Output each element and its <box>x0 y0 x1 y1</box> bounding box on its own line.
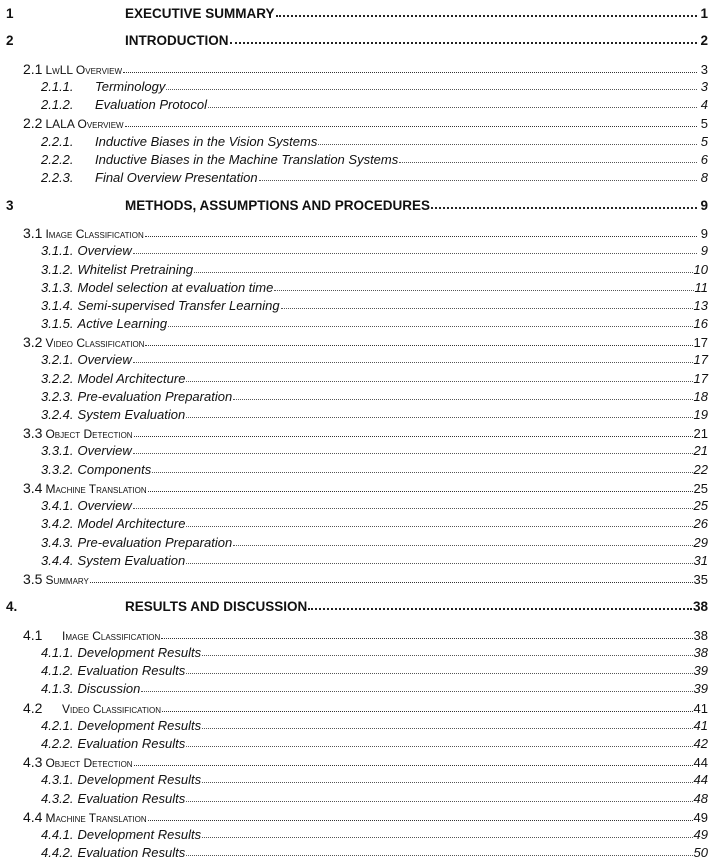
dot-leader <box>90 582 693 583</box>
dot-leader <box>186 673 692 674</box>
toc-entry-page: 17 <box>693 352 708 367</box>
toc-entry-page: 38 <box>692 599 708 614</box>
dot-leader <box>186 746 692 747</box>
dot-leader <box>148 491 693 492</box>
dot-leader <box>308 608 692 610</box>
toc-entry-page: 9 <box>700 226 708 241</box>
toc-entry-number: 4.3.1. <box>41 772 74 787</box>
dot-leader <box>168 326 692 327</box>
toc-entry-number: 2.2.2. <box>41 152 74 167</box>
toc-entry-page: 49 <box>693 810 708 825</box>
toc-entry-2-2[interactable] <box>0 115 708 131</box>
toc-entry-title: Video Classification <box>62 702 161 716</box>
toc-entry-number: 2.1.1. <box>41 79 74 94</box>
toc-entry-page: 21 <box>693 443 708 458</box>
toc-entry-3-2[interactable] <box>0 334 708 350</box>
toc-entry-page: 11 <box>694 280 708 295</box>
toc-entry-2-2-3[interactable] <box>0 170 708 185</box>
dot-leader <box>186 526 692 527</box>
toc-entry-number: 3.4.2. <box>41 516 74 531</box>
dot-leader <box>208 107 697 108</box>
dot-leader <box>399 162 697 163</box>
toc-entry-3-4[interactable] <box>0 480 708 496</box>
toc-entry-page: 17 <box>693 335 708 350</box>
toc-entry-3-3-2[interactable] <box>0 462 708 477</box>
toc-entry-title: RESULTS AND DISCUSSION <box>125 599 308 614</box>
toc-entry-title: Overview <box>77 352 132 367</box>
toc-entry-title: Object Detection <box>45 756 133 770</box>
toc-entry-3-2-1[interactable] <box>0 352 708 367</box>
toc-entry-title: Evaluation Protocol <box>95 97 208 112</box>
toc-entry-4-1-2[interactable] <box>0 663 708 678</box>
dot-leader <box>230 42 698 44</box>
toc-entry-number: 4.1 <box>23 627 43 643</box>
toc-entry-number: 4.4 <box>23 809 43 825</box>
toc-entry-4[interactable] <box>0 599 708 614</box>
toc-entry-number: 4.4.2. <box>41 845 74 860</box>
toc-entry-title: Overview <box>77 443 132 458</box>
toc-entry-page: 44 <box>693 755 708 770</box>
toc-entry-title: Final Overview Presentation <box>95 170 258 185</box>
toc-entry-title: Model selection at evaluation time <box>77 280 274 295</box>
toc-entry-3-5[interactable] <box>0 571 708 587</box>
toc-entry-number: 3.2.2. <box>41 371 74 386</box>
dot-leader <box>186 381 692 382</box>
toc-entry-page: 42 <box>693 736 708 751</box>
toc-entry-number: 3.4.4. <box>41 553 74 568</box>
toc-entry-3-4-2[interactable] <box>0 516 708 531</box>
toc-entry-number: 3.1.4. <box>41 298 74 313</box>
dot-leader <box>133 362 693 363</box>
toc-entry-title: Object Detection <box>45 427 133 441</box>
toc-entry-3-1[interactable] <box>0 225 708 241</box>
toc-entry-number: 2.2.1. <box>41 134 74 149</box>
dot-leader <box>186 563 692 564</box>
toc-entry-number: 4.1.3. <box>41 681 74 696</box>
toc-entry-title: Active Learning <box>77 316 168 331</box>
dot-leader <box>281 308 693 309</box>
toc-entry-title: Components <box>77 462 152 477</box>
toc-entry-page: 6 <box>700 152 708 167</box>
toc-entry-title: Overview <box>77 243 132 258</box>
toc-entry-number: 3.1.5. <box>41 316 74 331</box>
toc-entry-page: 22 <box>693 462 708 477</box>
dot-leader <box>145 345 692 346</box>
toc-entry-number: 2 <box>6 33 14 48</box>
dot-leader <box>202 728 692 729</box>
toc-entry-title: Model Architecture <box>77 516 186 531</box>
toc-entry-page: 35 <box>693 572 708 587</box>
toc-entry-number: 3.4 <box>23 480 43 496</box>
dot-leader <box>133 253 697 254</box>
toc-entry-page: 4 <box>700 97 708 112</box>
toc-entry-title: Whitelist Pretraining <box>77 262 194 277</box>
toc-entry-number: 4.2.1. <box>41 718 74 733</box>
toc-entry-3-3[interactable] <box>0 425 708 441</box>
toc-entry-title: System Evaluation <box>77 407 186 422</box>
dot-leader <box>125 126 697 127</box>
toc-entry-page: 8 <box>700 170 708 185</box>
toc-entry-page: 18 <box>693 389 708 404</box>
toc-entry-number: 3.3.1. <box>41 443 74 458</box>
dot-leader <box>133 453 693 454</box>
toc-entry-2-2-2[interactable] <box>0 152 708 167</box>
toc-entry-title: Development Results <box>77 827 202 842</box>
toc-entry-page: 25 <box>693 498 708 513</box>
dot-leader <box>318 144 697 145</box>
dot-leader <box>194 272 692 273</box>
toc-entry-title: Image Classification <box>45 227 144 241</box>
toc-entry-page: 39 <box>693 663 708 678</box>
toc-entry-number: 3 <box>6 198 14 213</box>
toc-entry-title: INTRODUCTION <box>125 33 229 48</box>
toc-entry-page: 25 <box>693 481 708 496</box>
toc-entry-3-2-3[interactable] <box>0 389 708 404</box>
toc-entry-number: 1 <box>6 6 14 21</box>
toc-entry-3[interactable] <box>0 198 708 213</box>
dot-leader <box>134 436 693 437</box>
dot-leader <box>186 801 692 802</box>
toc-entry-page: 49 <box>693 827 708 842</box>
toc-entry-3-2-4[interactable] <box>0 407 708 422</box>
toc-entry-number: 3.1 <box>23 225 43 241</box>
toc-entry-title: Video Classification <box>45 336 145 350</box>
toc-entry-3-4-4[interactable] <box>0 553 708 568</box>
dot-leader <box>161 638 692 639</box>
toc-entry-3-3-1[interactable] <box>0 443 708 458</box>
toc-entry-4-1-1[interactable] <box>0 645 708 660</box>
dot-leader <box>233 399 692 400</box>
toc-entry-title: METHODS, ASSUMPTIONS AND PROCEDURES <box>125 198 431 213</box>
toc-entry-number: 3.5 <box>23 571 43 587</box>
toc-entry-page: 5 <box>700 116 708 131</box>
toc-entry-page: 1 <box>700 6 708 21</box>
toc-entry-number: 3.2 <box>23 334 43 350</box>
toc-entry-3-1-2[interactable] <box>0 262 708 277</box>
toc-entry-page: 48 <box>693 791 708 806</box>
toc-entry-title: Evaluation Results <box>77 791 186 806</box>
toc-entry-1[interactable] <box>0 6 708 21</box>
toc-entry-number: 4.1.1. <box>41 645 74 660</box>
toc-entry-page: 29 <box>693 535 708 550</box>
toc-entry-number: 3.2.1. <box>41 352 74 367</box>
toc-entry-number: 3.3.2. <box>41 462 74 477</box>
toc-entry-title: LALA Overview <box>45 117 124 131</box>
dot-leader <box>123 72 697 73</box>
toc-entry-title: Development Results <box>77 772 202 787</box>
toc-entry-page: 3 <box>700 79 708 94</box>
toc-entry-number: 4.2 <box>23 700 43 716</box>
toc-entry-number: 3.1.2. <box>41 262 74 277</box>
dot-leader <box>202 782 692 783</box>
dot-leader <box>141 691 692 692</box>
toc-entry-title: Development Results <box>77 645 202 660</box>
dot-leader <box>152 472 692 473</box>
dot-leader <box>259 180 697 181</box>
toc-entry-3-4-1[interactable] <box>0 498 708 513</box>
toc-entry-number: 2.1 <box>23 61 43 77</box>
dot-leader <box>202 837 692 838</box>
toc-entry-title: System Evaluation <box>77 553 186 568</box>
toc-entry-page: 44 <box>693 772 708 787</box>
toc-entry-title: Inductive Biases in the Machine Translation Systems <box>95 152 399 167</box>
toc-entry-3-2-2[interactable] <box>0 371 708 386</box>
toc-entry-title: Development Results <box>77 718 202 733</box>
toc-entry-3-1-4[interactable] <box>0 298 708 313</box>
toc-entry-title: Semi-supervised Transfer Learning <box>77 298 280 313</box>
toc-entry-4-4-2[interactable] <box>0 845 708 860</box>
toc-entry-page: 17 <box>693 371 708 386</box>
toc-entry-page: 26 <box>693 516 708 531</box>
dot-leader <box>186 855 692 856</box>
toc-entry-4-3-2[interactable] <box>0 791 708 806</box>
toc-entry-number: 3.2.4. <box>41 407 74 422</box>
toc-entry-page: 38 <box>693 628 708 643</box>
dot-leader <box>166 89 697 90</box>
toc-entry-4-4-1[interactable] <box>0 827 708 842</box>
toc-entry-page: 31 <box>693 553 708 568</box>
toc-entry-title: Machine Translation <box>45 482 147 496</box>
toc-entry-4-2-2[interactable] <box>0 736 708 751</box>
dot-leader <box>145 236 697 237</box>
toc-entry-number: 2.2 <box>23 115 43 131</box>
toc-entry-title: Overview <box>77 498 132 513</box>
toc-entry-title: LwLL Overview <box>45 63 123 77</box>
toc-entry-2-1-2[interactable] <box>0 97 708 112</box>
toc-entry-number: 3.2.3. <box>41 389 74 404</box>
toc-entry-4-3[interactable] <box>0 754 708 770</box>
toc-entry-page: 38 <box>693 645 708 660</box>
toc-entry-2-2-1[interactable] <box>0 134 708 149</box>
toc-entry-page: 10 <box>693 262 708 277</box>
toc-entry-page: 21 <box>693 426 708 441</box>
toc-entry-page: 50 <box>693 845 708 860</box>
dot-leader <box>162 711 693 712</box>
toc-entry-2-1-1[interactable] <box>0 79 708 94</box>
toc-entry-page: 9 <box>700 243 708 258</box>
dot-leader <box>276 15 697 17</box>
toc-entry-number: 4.3 <box>23 754 43 770</box>
toc-entry-4-2-1[interactable] <box>0 718 708 733</box>
toc-entry-4-2[interactable] <box>0 700 708 716</box>
toc-entry-2[interactable] <box>0 33 708 48</box>
dot-leader <box>202 655 692 656</box>
toc-entry-title: Discussion <box>77 681 141 696</box>
toc-entry-number: 4.2.2. <box>41 736 74 751</box>
toc-entry-title: Evaluation Results <box>77 845 186 860</box>
toc-entry-2-1[interactable] <box>0 61 708 77</box>
toc-entry-number: 4.1.2. <box>41 663 74 678</box>
toc-entry-3-1-3[interactable] <box>0 280 708 295</box>
toc-entry-page: 3 <box>700 62 708 77</box>
toc-entry-4-1[interactable] <box>0 627 708 643</box>
toc-entry-page: 41 <box>693 701 708 716</box>
toc-entry-4-3-1[interactable] <box>0 772 708 787</box>
toc-entry-number: 3.4.1. <box>41 498 74 513</box>
toc-entry-number: 3.3 <box>23 425 43 441</box>
dot-leader <box>431 207 697 209</box>
toc-entry-title: Image Classification <box>62 629 161 643</box>
toc-entry-number: 3.4.3. <box>41 535 74 550</box>
toc-entry-number: 4.3.2. <box>41 791 74 806</box>
toc-entry-title: Pre-evaluation Preparation <box>77 535 233 550</box>
toc-entry-4-4[interactable] <box>0 809 708 825</box>
toc-entry-page: 19 <box>693 407 708 422</box>
dot-leader <box>133 508 693 509</box>
toc-entry-number: 4. <box>6 599 18 614</box>
toc-entry-number: 2.2.3. <box>41 170 74 185</box>
toc-entry-3-1-1[interactable] <box>0 243 708 258</box>
toc-entry-3-4-3[interactable] <box>0 535 708 550</box>
toc-entry-title: Terminology <box>95 79 166 94</box>
toc-entry-title: Pre-evaluation Preparation <box>77 389 233 404</box>
toc-entry-page: 41 <box>693 718 708 733</box>
toc-entry-title: Evaluation Results <box>77 663 186 678</box>
toc-entry-title: Summary <box>45 573 89 587</box>
toc-entry-page: 39 <box>693 681 708 696</box>
toc-entry-number: 3.1.3. <box>41 280 74 295</box>
toc-entry-title: Evaluation Results <box>77 736 186 751</box>
dot-leader <box>134 765 693 766</box>
dot-leader <box>148 820 693 821</box>
toc-entry-number: 4.4.1. <box>41 827 74 842</box>
toc-entry-4-1-3[interactable] <box>0 681 708 696</box>
toc-entry-number: 3.1.1. <box>41 243 74 258</box>
toc-entry-title: Model Architecture <box>77 371 186 386</box>
dot-leader <box>274 290 693 291</box>
toc-entry-title: EXECUTIVE SUMMARY <box>125 6 275 21</box>
toc-entry-number: 2.1.2. <box>41 97 74 112</box>
toc-entry-title: Machine Translation <box>45 811 147 825</box>
toc-entry-page: 2 <box>700 33 708 48</box>
toc-entry-page: 16 <box>693 316 708 331</box>
toc-entry-page: 9 <box>700 198 708 213</box>
toc-entry-title: Inductive Biases in the Vision Systems <box>95 134 318 149</box>
toc-entry-3-1-5[interactable] <box>0 316 708 331</box>
toc-entry-page: 13 <box>693 298 708 313</box>
dot-leader <box>233 545 692 546</box>
toc-entry-page: 5 <box>700 134 708 149</box>
dot-leader <box>186 417 692 418</box>
